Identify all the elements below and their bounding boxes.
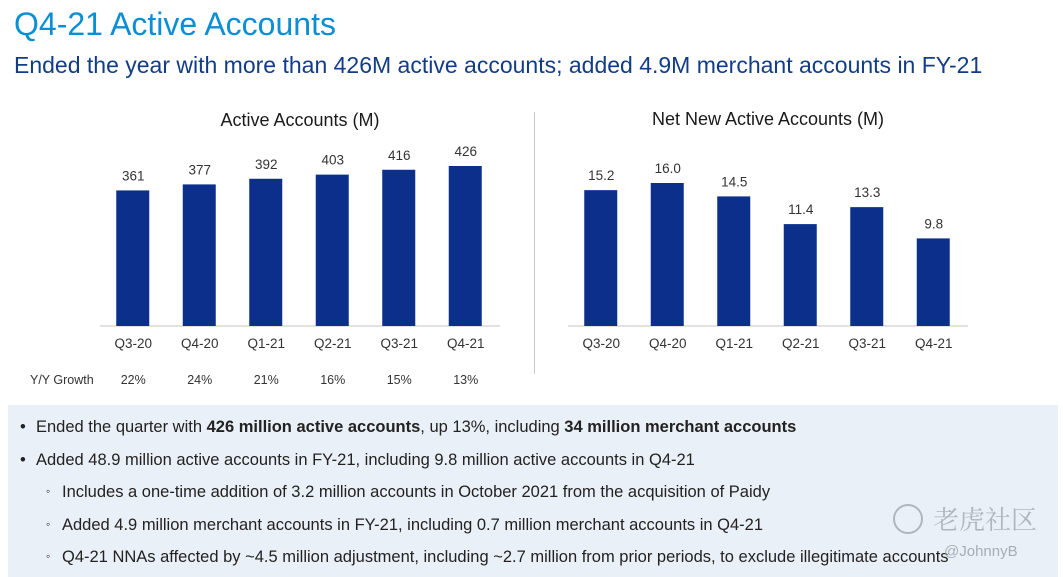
bullet-text-bold: 34 million merchant accounts [564, 418, 797, 436]
page-subtitle: Ended the year with more than 426M active accounts; added 4.9M merchant accounts in FY-21 [14, 52, 983, 78]
tick-label: Q3-21 [848, 336, 887, 351]
data-label: 361 [121, 168, 145, 184]
bar-q4-21 [449, 166, 482, 326]
data-label: 426 [454, 144, 478, 159]
bullet-text-bold: 426 million active accounts [206, 418, 421, 436]
yoy-growth-value: 22% [120, 373, 146, 387]
tick-label: Q2-21 [313, 336, 352, 351]
bullet-item [20, 418, 796, 437]
data-label: 9.8 [924, 216, 944, 232]
bullet-text: Ended the quarter with [36, 418, 207, 436]
bar-q4-21 [917, 238, 950, 326]
active-accounts-chart [100, 140, 500, 360]
tick-label: Q4-20 [648, 336, 687, 351]
tick-label: Q4-21 [446, 336, 485, 351]
sub-bullet-item [46, 516, 763, 535]
bar-q3-21 [382, 170, 415, 326]
tick-label: Q3-20 [582, 336, 621, 351]
tick-label: Q3-20 [114, 336, 153, 351]
bar-q2-21 [784, 224, 817, 326]
sub-bullet-item [46, 548, 949, 567]
yoy-growth-value: 13% [453, 373, 479, 387]
chart-divider [534, 112, 535, 374]
net-new-accounts-chart [568, 140, 968, 360]
bar-q4-20 [651, 183, 684, 326]
bullet-text: Q4-21 NNAs affected by ~4.5 million adjustment, including ~2.7 million from prior periods, to exclude illegitimate accounts [62, 548, 949, 566]
watermark-handle: @JohnnyB [944, 543, 1018, 560]
sub-bullet-item [46, 483, 770, 502]
bullet-dot-icon: • [20, 418, 26, 436]
tick-label: Q1-21 [715, 336, 754, 351]
chart-title-active-accounts: Active Accounts (M) [220, 110, 380, 130]
bar-q3-20 [584, 190, 617, 326]
yoy-growth-label: Y/Y Growth [30, 373, 94, 387]
bullet-text: Added 48.9 million active accounts in FY-21, including 9.8 million active accounts in Q4-21 [36, 451, 695, 469]
bar-q4-20 [183, 184, 216, 326]
page-title: Q4-21 Active Accounts [14, 6, 336, 42]
data-label: 11.4 [788, 202, 814, 218]
bar-q3-20 [116, 190, 149, 326]
yoy-growth-value: 15% [386, 373, 412, 387]
chart-title-net-new-accounts: Net New Active Accounts (M) [651, 109, 885, 129]
yoy-growth-value: 21% [253, 373, 279, 387]
bullet-circle-icon: ◦ [46, 549, 51, 563]
tick-label: Q1-21 [247, 336, 286, 351]
tick-label: Q4-20 [180, 336, 219, 351]
yoy-growth-value: 16% [320, 373, 346, 387]
data-label: 416 [387, 147, 411, 163]
bullet-text: Includes a one-time addition of 3.2 million accounts in October 2021 from the acquisition of Paidy [62, 483, 771, 501]
data-label: 13.3 [854, 185, 881, 201]
bar-q2-21 [316, 175, 349, 326]
bullet-circle-icon: ◦ [46, 484, 51, 498]
data-label: 392 [254, 156, 278, 172]
data-label: 14.5 [721, 174, 748, 190]
data-label: 377 [188, 162, 212, 178]
bullet-circle-icon: ◦ [46, 517, 51, 531]
tick-label: Q2-21 [781, 336, 820, 351]
tiger-logo-icon [893, 504, 923, 534]
bullet-dot-icon: • [20, 451, 26, 469]
watermark-text: 老虎社区 [933, 505, 1038, 535]
bullet-item [20, 451, 695, 470]
tick-label: Q4-21 [914, 336, 953, 351]
yoy-growth-value: 24% [187, 373, 213, 387]
tick-label: Q3-21 [380, 336, 419, 351]
data-label: 15.2 [588, 168, 615, 184]
data-label: 403 [321, 152, 345, 168]
watermark [893, 500, 1037, 537]
data-label: 16.0 [654, 161, 681, 176]
bullet-text: Added 4.9 million merchant accounts in FY-21, including 0.7 million merchant accounts in Q4-21 [62, 516, 764, 534]
bar-q3-21 [850, 207, 883, 326]
bar-q1-21 [249, 179, 282, 326]
bullet-text: , up 13%, including [420, 418, 565, 436]
bar-q1-21 [717, 196, 750, 326]
